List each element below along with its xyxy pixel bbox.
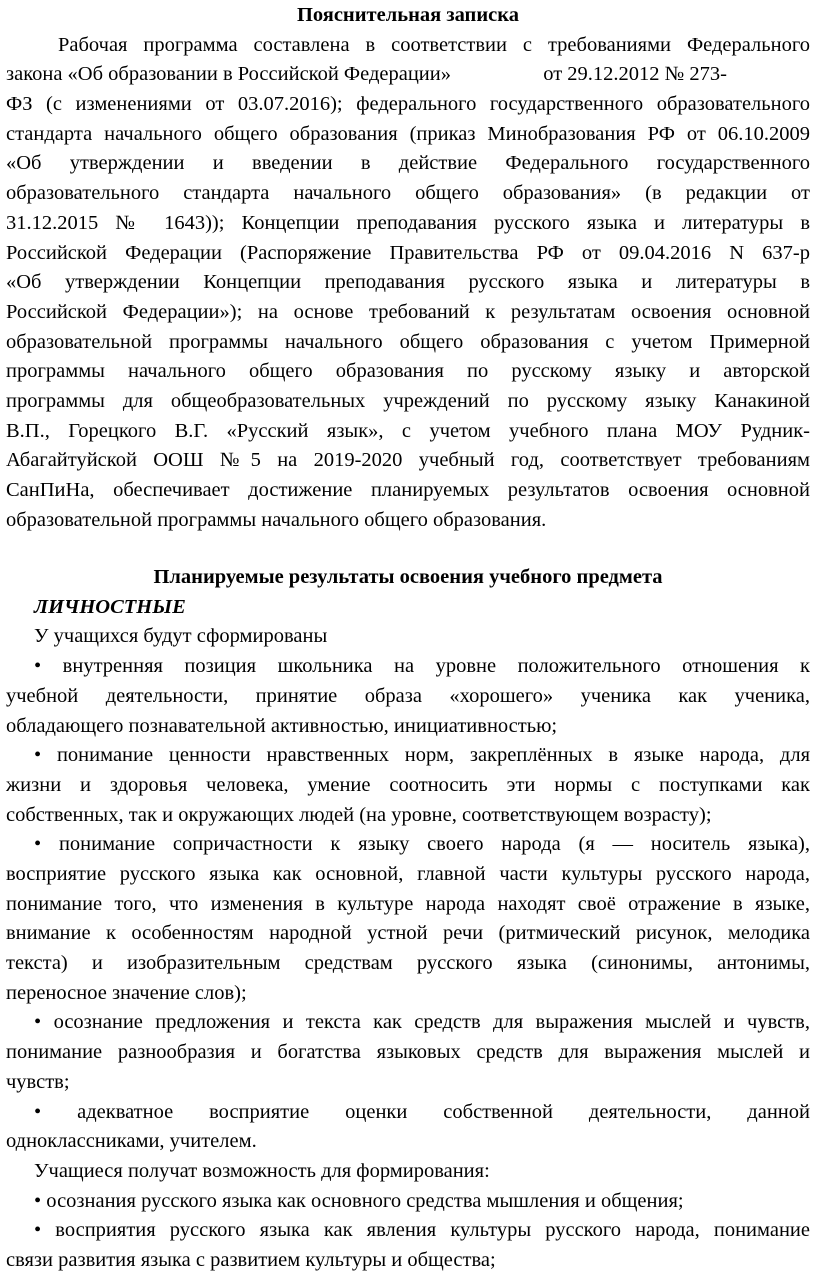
opportunity-line: • осознания русского языка как основного средства мышления и общения;	[34, 1189, 684, 1212]
bullet-line: внимание к особенностям народной устной речи (ритмический рисунок, мелодика	[6, 922, 810, 945]
bullet-line: • понимание ценности нравственных норм, закреплённых в языке народа, для	[34, 744, 810, 767]
intro-line: образовательной программы начального общего образования.	[6, 508, 547, 531]
bullet-line: • осознание предложения и текста как средств для выражения мыслей и чувств,	[34, 1011, 810, 1034]
bullet-line: • адекватное восприятие оценки собственной деятельности, данной	[34, 1100, 810, 1123]
intro-line: программы начального общего образования по русскому языку и авторской	[6, 360, 810, 383]
subsection-title: ЛИЧНОСТНЫЕ	[34, 595, 186, 618]
intro-line: Рабочая программа составлена в соответствии с требованиями Федерального	[58, 33, 810, 56]
section-title: Планируемые результаты освоения учебного предмета	[153, 566, 663, 589]
intro-line: «Об утверждении Концепции преподавания русского языка и литературы в	[6, 271, 810, 294]
formed-intro: У учащихся будут сформированы	[34, 625, 328, 648]
intro-line: образовательного стандарта начального общего образования» (в редакции от	[6, 182, 810, 205]
intro-line: В.П., Горецкого В.Г. «Русский язык», с учетом учебного плана МОУ Рудник-	[6, 419, 810, 442]
intro-line: «Об утверждении и введении в действие Федерального государственного	[6, 152, 810, 175]
intro-line: Абагайтуйской ООШ №5 на 2019-2020 учебный год, соответствует требованиям	[6, 449, 810, 472]
intro-line: Российской Федерации»); на основе требований к результатам освоения основной	[6, 300, 810, 323]
opportunity-intro: Учащиеся получат возможность для формирования:	[34, 1159, 490, 1182]
bullet-line: • внутренняя позиция школьника на уровне положительного отношения к	[34, 655, 810, 678]
intro-line: программы для общеобразовательных учреждений по русскому языку Канакиной	[6, 390, 810, 413]
opportunity-line: связи развития языка с развитием культуры и общества;	[6, 1249, 496, 1271]
bullet-line: учебной деятельности, принятие образа «хорошего» ученика как ученика,	[6, 684, 810, 707]
bullet-line: обладающего познавательной активностью, инициативностью;	[6, 714, 558, 737]
bullet-line: понимание того, что изменения в культуре народа находят своё отражение в языке,	[6, 892, 810, 915]
intro-line: закона «Об образовании в Российской Федерации» от 29.12.2012 № 273-	[6, 63, 727, 86]
bullet-line: собственных, так и окружающих людей (на уровне, соответствующем возрасту);	[6, 803, 712, 826]
intro-line: стандарта начального общего образования (приказ Минобразования РФ от 06.10.2009	[6, 122, 810, 145]
intro-line: образовательной программы начального общего образования с учетом Примерной	[6, 330, 810, 353]
intro-line: СанПиНа, обеспечивает достижение планируемых результатов освоения основной	[6, 479, 810, 502]
bullet-line: понимание разнообразия и богатства языковых средств для выражения мыслей и	[6, 1041, 810, 1064]
intro-line: Российской Федерации (Распоряжение Правительства РФ от 09.04.2016 N 637-р	[6, 241, 810, 264]
bullet-line: восприятие русского языка как основной, главной части культуры русского народа,	[6, 862, 810, 885]
bullet-line: • понимание сопричастности к языку своего народа (я — носитель языка),	[34, 833, 810, 856]
bullet-line: чувств;	[6, 1070, 70, 1093]
document-title: Пояснительная записка	[296, 4, 520, 26]
intro-line: ФЗ (с изменениями от 03.07.2016); федерального государственного образовательного	[6, 93, 810, 116]
opportunity-line: • восприятия русского языка как явления культуры русского народа, понимание	[34, 1219, 810, 1242]
bullet-line: текста) и изобразительным средствам русского языка (синонимы, антонимы,	[6, 952, 810, 975]
bullet-line: одноклассниками, учителем.	[6, 1130, 257, 1153]
bullet-line: переносное значение слов);	[6, 981, 247, 1004]
intro-line: 31.12.2015 № 1643)); Концепции преподавания русского языка и литературы в	[6, 211, 810, 234]
bullet-line: жизни и здоровья человека, умение соотносить эти нормы с поступками как	[6, 773, 810, 796]
